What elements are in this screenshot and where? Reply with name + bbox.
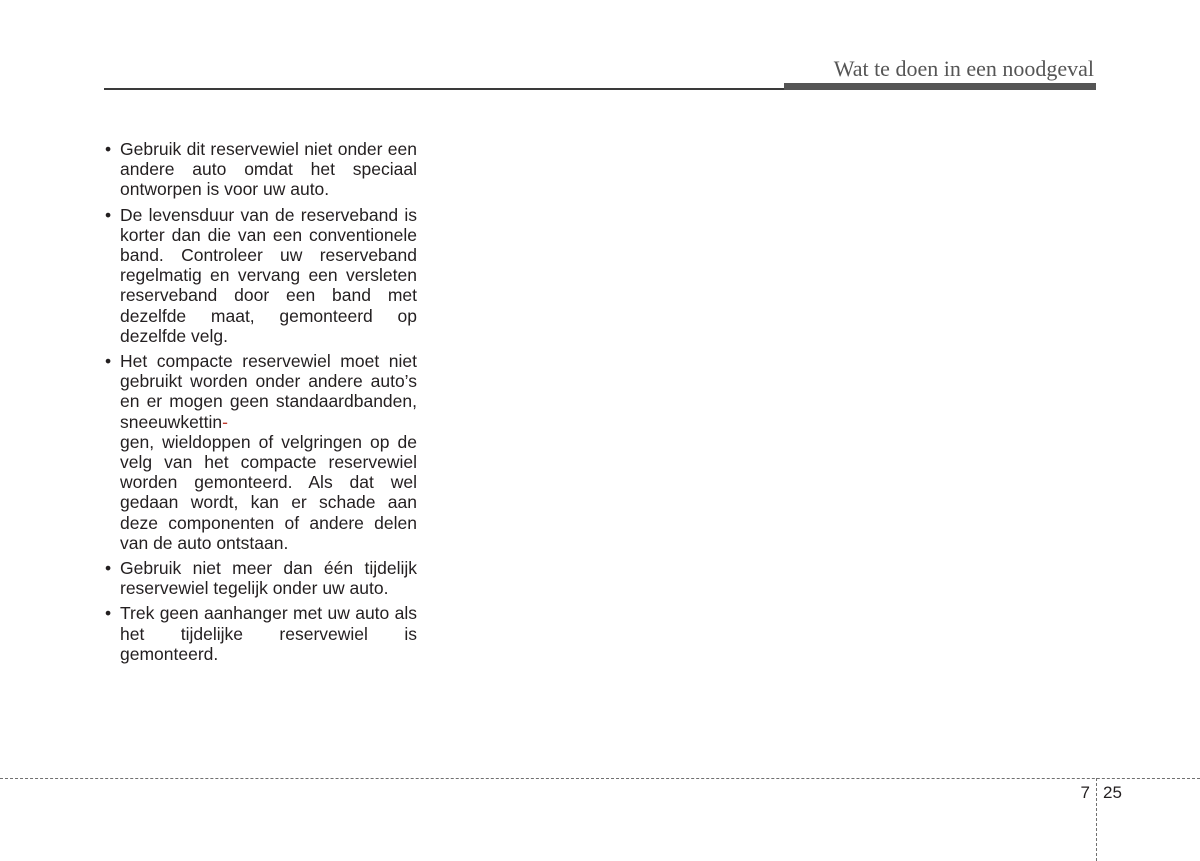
bullet-icon: • xyxy=(105,139,112,159)
list-item xyxy=(104,351,417,553)
bullet-icon: • xyxy=(105,603,112,624)
list-item xyxy=(104,139,417,200)
header-title: Wat te doen in een noodgeval xyxy=(833,56,1094,81)
list-item xyxy=(104,603,417,664)
bullet-icon: • xyxy=(105,351,112,372)
footer-separator xyxy=(1096,778,1097,861)
page-number: 25 xyxy=(1103,783,1122,802)
list-item-text: De levensduur van de reserveband is korter dan die van een conventionele band. Controleer uw reserveband regelmatig en vervang een versleten reserveband door een band met dezelfde maat, gemonteerd op dezelfde velg. xyxy=(120,204,417,346)
list-item xyxy=(104,558,417,598)
header-rule-accent xyxy=(784,83,1096,90)
bullet-icon: • xyxy=(105,204,112,225)
list-item-text-continued: gen, wieldoppen of velgringen op de velg van het compacte reservewiel worden gemonteerd. Als dat wel gedaan wordt, kan er schade aan deze componenten of andere delen van de auto ontstaan. xyxy=(120,431,417,553)
list-item-text: Gebruik niet meer dan één tijdelijk reservewiel tegelijk onder uw auto. xyxy=(120,558,417,599)
list-item-text: Het compacte reservewiel moet niet gebruikt worden onder andere auto’s en er mogen geen standaardbanden, sneeuwkettin xyxy=(120,351,417,432)
list-item-text: Trek geen aanhanger met uw auto als het tijdelijke reservewiel is gemonteerd. xyxy=(120,603,417,664)
bullet-list xyxy=(104,139,417,664)
list-item xyxy=(104,205,417,346)
header-rule xyxy=(104,88,784,90)
main-column xyxy=(104,139,417,669)
list-item-text: Gebruik dit reservewiel niet onder een andere auto omdat het speciaal ontworpen is voor uw auto. xyxy=(120,139,417,200)
bullet-icon: • xyxy=(105,558,112,579)
chapter-number: 7 xyxy=(1080,783,1090,802)
hyphen-mark: - xyxy=(222,411,228,432)
footer-divider xyxy=(0,778,1200,779)
